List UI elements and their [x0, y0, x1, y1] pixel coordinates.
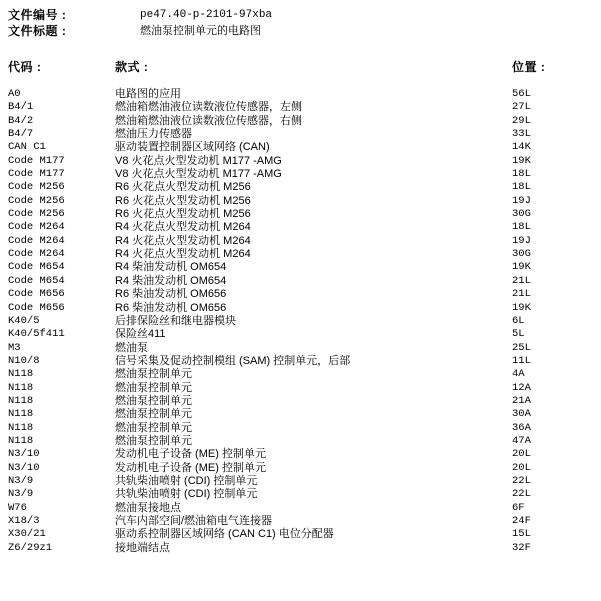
part-description: R4 火花点火型发动机 M264	[115, 248, 251, 261]
table-row	[8, 288, 601, 301]
part-description: 燃油泵	[115, 341, 148, 354]
part-description: 发动机电子设备 (ME) 控制单元	[115, 448, 266, 461]
part-code: N118	[8, 368, 34, 381]
part-code: M3	[8, 341, 21, 354]
table-row	[8, 502, 601, 515]
part-position: 12A	[512, 381, 531, 394]
part-position: 56L	[512, 88, 531, 100]
table-row	[8, 342, 601, 355]
table-row	[8, 328, 601, 341]
part-description: V8 火花点火型发动机 M177 -AMG	[115, 154, 282, 167]
part-position: 21A	[512, 394, 531, 407]
part-position: 33L	[512, 128, 531, 141]
table-row	[8, 315, 601, 328]
part-position: 30G	[512, 248, 531, 261]
table-row	[8, 208, 601, 221]
part-code: Code M264	[8, 221, 65, 234]
part-position: 19K	[512, 301, 531, 314]
table-row	[8, 302, 601, 315]
part-code: N3/10	[8, 461, 40, 474]
part-code: Code M177	[8, 154, 65, 167]
part-description: 燃油箱燃油液位读数液位传感器，右侧	[115, 114, 302, 127]
table-row	[8, 435, 601, 448]
file-meta-block	[8, 8, 601, 40]
file-number-value: pe47.40-p-2101-97xba	[140, 9, 273, 21]
part-position: 19J	[512, 194, 531, 207]
part-code: K40/5	[8, 314, 40, 327]
part-position: 18L	[512, 221, 531, 234]
part-code: N118	[8, 434, 34, 447]
part-code: N10/8	[8, 354, 40, 367]
table-row	[8, 128, 601, 141]
part-description: 燃油泵控制单元	[115, 381, 192, 394]
part-description: R6 火花点火型发动机 M256	[115, 181, 251, 194]
table-row	[8, 115, 601, 128]
part-code: Code M654	[8, 261, 65, 274]
part-description: 后排保险丝和继电器模块	[115, 314, 236, 327]
table-row	[8, 181, 601, 194]
table-row	[8, 275, 601, 288]
column-header-position: 位置 :	[512, 60, 546, 74]
table-row	[8, 422, 601, 435]
column-header-model: 款式 :	[115, 60, 149, 74]
table-column-headers	[8, 61, 601, 74]
part-position: 27L	[512, 101, 531, 114]
file-title-label: 文件标题 :	[8, 24, 67, 38]
part-position: 21L	[512, 288, 531, 301]
part-description: 燃油泵控制单元	[115, 408, 192, 421]
part-code: Z6/29z1	[8, 541, 53, 554]
part-description: 燃油压力传感器	[115, 128, 192, 141]
table-row	[8, 235, 601, 248]
part-code: Code M256	[8, 208, 65, 221]
part-code: N118	[8, 421, 34, 434]
table-row	[8, 141, 601, 154]
part-description: R6 火花点火型发动机 M256	[115, 208, 251, 221]
file-title-row	[8, 24, 601, 40]
part-code: N118	[8, 381, 34, 394]
part-code: A0	[8, 88, 21, 100]
table-row	[8, 261, 601, 274]
table-row	[8, 248, 601, 261]
part-description: 驱动装置控制器区域网络 (CAN)	[115, 141, 270, 154]
part-description: 燃油泵控制单元	[115, 368, 192, 381]
table-row	[8, 88, 601, 101]
table-row	[8, 488, 601, 501]
part-position: 6F	[512, 501, 525, 514]
part-code: Code M177	[8, 168, 65, 181]
column-header-code: 代码 :	[8, 60, 42, 74]
part-position: 29L	[512, 114, 531, 127]
file-number-label: 文件编号 :	[8, 8, 67, 22]
part-position: 20L	[512, 461, 531, 474]
part-position: 11L	[512, 354, 531, 367]
parts-table	[8, 88, 601, 555]
part-description: 接地端结点	[115, 541, 170, 554]
part-description: 燃油泵控制单元	[115, 434, 192, 447]
table-row	[8, 408, 601, 421]
part-position: 19K	[512, 261, 531, 274]
part-position: 30G	[512, 208, 531, 221]
file-title-value: 燃油泵控制单元的电路图	[140, 25, 261, 37]
part-description: R4 火花点火型发动机 M264	[115, 234, 251, 247]
part-position: 6L	[512, 314, 525, 327]
part-description: R4 柴油发动机 OM654	[115, 274, 227, 287]
part-position: 15L	[512, 528, 531, 541]
part-code: B4/1	[8, 101, 34, 114]
part-position: 18L	[512, 168, 531, 181]
part-position: 30A	[512, 408, 531, 421]
table-row	[8, 368, 601, 381]
part-position: 14K	[512, 141, 531, 154]
part-code: B4/2	[8, 114, 34, 127]
table-row	[8, 101, 601, 114]
part-code: W76	[8, 501, 27, 514]
table-row	[8, 395, 601, 408]
part-description: 汽车内部空间/燃油箱电气连接器	[115, 515, 273, 527]
part-description: 燃油泵接地点	[115, 501, 181, 514]
table-row	[8, 168, 601, 181]
part-code: Code M256	[8, 181, 65, 194]
part-code: X18/3	[8, 515, 40, 527]
table-row	[8, 542, 601, 555]
part-position: 4A	[512, 368, 525, 381]
part-code: N118	[8, 408, 34, 421]
part-code: Code M654	[8, 274, 65, 287]
part-code: N118	[8, 394, 34, 407]
part-position: 18L	[512, 181, 531, 194]
table-row	[8, 475, 601, 488]
part-position: 25L	[512, 341, 531, 354]
part-position: 19K	[512, 154, 531, 167]
table-row	[8, 221, 601, 234]
part-description: 共轨柴油喷射 (CDI) 控制单元	[115, 474, 258, 487]
part-position: 21L	[512, 274, 531, 287]
part-description: 燃油泵控制单元	[115, 394, 192, 407]
part-code: K40/5f411	[8, 328, 65, 341]
part-description: 驱动系控制器区域网络 (CAN C1) 电位分配器	[115, 528, 334, 541]
part-description: R6 火花点火型发动机 M256	[115, 194, 251, 207]
part-position: 32F	[512, 541, 531, 554]
part-description: 信号采集及促动控制模组 (SAM) 控制单元，后部	[115, 354, 351, 367]
part-code: N3/9	[8, 474, 34, 487]
table-row	[8, 448, 601, 461]
table-row	[8, 528, 601, 541]
part-description: V8 火花点火型发动机 M177 -AMG	[115, 168, 282, 181]
part-code: N3/9	[8, 488, 34, 501]
table-row	[8, 382, 601, 395]
part-position: 20L	[512, 448, 531, 461]
part-description: R6 柴油发动机 OM656	[115, 301, 227, 314]
part-code: Code M656	[8, 288, 65, 301]
part-code: Code M256	[8, 194, 65, 207]
table-row	[8, 155, 601, 168]
part-position: 22L	[512, 488, 531, 501]
part-position: 36A	[512, 421, 531, 434]
part-description: 燃油泵控制单元	[115, 421, 192, 434]
part-position: 24F	[512, 515, 531, 527]
table-row	[8, 195, 601, 208]
part-description: 电路图的应用	[115, 88, 181, 100]
part-code: N3/10	[8, 448, 40, 461]
part-position: 5L	[512, 328, 525, 341]
part-description: R4 柴油发动机 OM654	[115, 261, 227, 274]
part-code: X30/21	[8, 528, 46, 541]
part-description: R6 柴油发动机 OM656	[115, 288, 227, 301]
part-description: 燃油箱燃油液位读数液位传感器，左侧	[115, 101, 302, 114]
part-position: 22L	[512, 474, 531, 487]
part-code: Code M264	[8, 234, 65, 247]
part-position: 47A	[512, 434, 531, 447]
part-description: R4 火花点火型发动机 M264	[115, 221, 251, 234]
file-number-row	[8, 8, 601, 24]
table-row	[8, 355, 601, 368]
table-row	[8, 462, 601, 475]
part-code: Code M264	[8, 248, 65, 261]
part-description: 共轨柴油喷射 (CDI) 控制单元	[115, 488, 258, 501]
part-code: CAN C1	[8, 141, 46, 154]
table-row	[8, 515, 601, 528]
part-code: B4/7	[8, 128, 34, 141]
part-code: Code M656	[8, 301, 65, 314]
part-description: 发动机电子设备 (ME) 控制单元	[115, 461, 266, 474]
part-position: 19J	[512, 234, 531, 247]
part-description: 保险丝411	[115, 328, 166, 341]
